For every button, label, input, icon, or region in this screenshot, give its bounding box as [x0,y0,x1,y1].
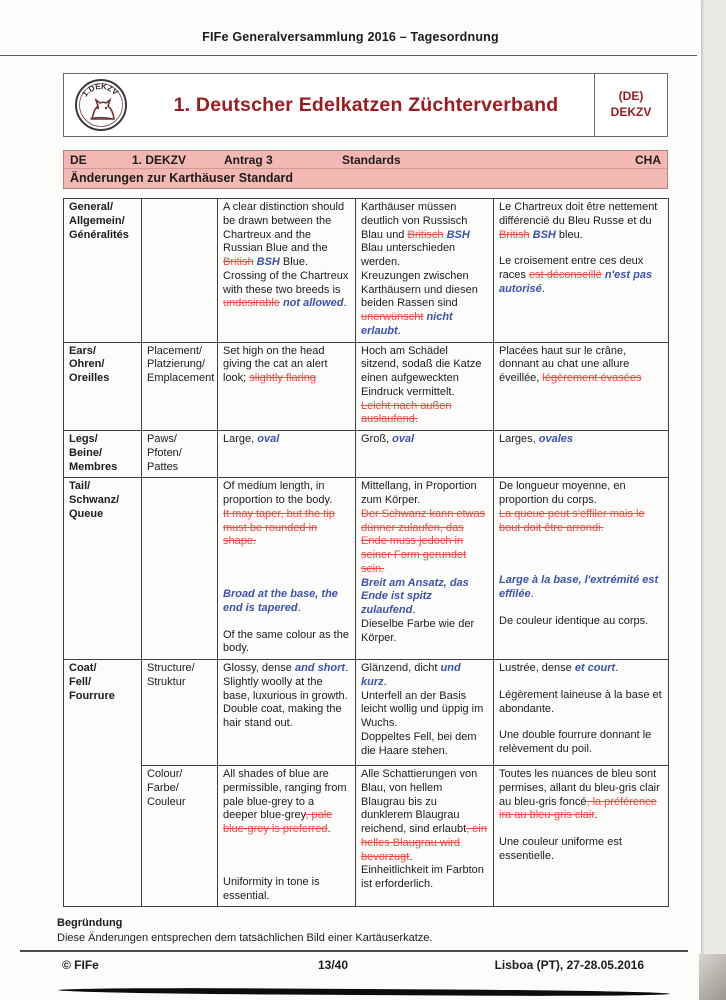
table-row-legs [64,431,669,478]
cell-french: Lustrée, dense et court. Légèrement laineuse à la base et abondante. Une double fourrure donnant le relèvement du poil. [494,660,669,766]
footer-location-date: Lisboa (PT), 27-28.05.2016 [494,958,644,972]
cell-english: Set high on the head giving the cat an alert look; slightly flaring [218,342,356,431]
scanner-artifact-line [58,987,670,997]
cell-french: Toutes les nuances de bleu sont permises, allant du bleu-gris clair au bleu-gris foncé, la préférence ira au bleu-gris clair. Une couleur uniforme est essentielle. [494,766,669,907]
reason-section [57,916,668,946]
cell-french: Le Chartreux doit être nettement différencié du Bleu Russe et du British BSH bleu. Le croisement entre ces deux races est déconseillé n'est pas autorisé. [494,199,669,343]
cell-german: Mittellang, in Proportion zum Körper. Der Schwanz kann etwas dünner zulaufen, das Ende muss jedoch in seiner Form gerundet sein. Breit am Ansatz, das Ende ist spitz zulaufend. Dieselbe Farbe wie der Körper. [356,478,494,660]
motion-meta-row [64,151,667,169]
cell-german: Alle Schattierungen von Blau, von hellem Blaugrau bis zu dunklerem Blaugrau reichend, sind erlaubt, ein helles Blaugrau wird bevorzugt. Einheitlichkeit im Farbton ist erforderlich. [356,766,494,907]
meta-motion-number: Antrag 3 [224,153,273,167]
cell-german: Groß, oval [356,431,494,478]
meta-breed-code: CHA [635,153,661,167]
club-name: 1. Deutscher Edelkatzen Züchterverband [173,93,559,116]
document-header-title: FIFe Generalversammlung 2016 – Tagesordnung [202,30,499,44]
table-row-tail [64,478,669,660]
standard-changes-table [63,198,669,907]
row-label: Ears/ Ohren/ Oreilles [64,342,142,431]
row-label: Legs/ Beine/ Membres [64,431,142,478]
club-logo [64,74,138,136]
reason-heading: Begründung [57,917,123,930]
footer-copyright: © FIFe [62,958,99,972]
row-sublabel [142,478,218,660]
club-country-code: (DE) [618,89,644,104]
scanner-artifact-corner [699,954,726,1000]
cell-french: Placées haut sur le crâne, donnant au chat une allure éveillée, légèrement évasées [494,342,669,431]
cell-french: Larges, ovales [494,431,669,478]
cell-english: Glossy, dense and short. Slightly woolly at the base, luxurious in growth. Double coat, making the hair stand out. [218,660,356,766]
footer-page-number: 13/40 [317,958,349,972]
table-row-general [64,199,669,343]
meta-country: DE [70,153,87,167]
row-sublabel: Paws/ Pfoten/ Pattes [142,431,218,478]
row-sublabel [142,199,218,343]
cell-english: Of medium length, in proportion to the body. It may taper, but the tip must be rounded in shape. Broad at the base, the end is tapered. Of the same colour as the body. [218,478,356,660]
table-row-coat-colour [64,766,669,907]
row-label: General/ Allgemein/ Généralités [64,199,142,343]
meta-category: Standards [342,153,401,167]
cat-club-emblem-icon [73,77,129,133]
table-row-ears [64,342,669,431]
page-footer [20,950,688,972]
cell-english: A clear distinction should be drawn between the Chartreux and the Russian Blue and the British BSH Blue. Crossing of the Chartreux with these two breeds is undesirable not allowed. [218,199,356,343]
header-divider [0,55,697,56]
svg-text:1.DEKZV: 1.DEKZV [80,81,120,99]
cell-french: De longueur moyenne, en proportion du corps. La queue peut s'effiler mais le bout doit être arrondi. Large à la base, l'extrémité est effilée. De couleur identique au corps. [494,478,669,660]
motion-meta-strip [63,150,668,189]
row-sublabel: Placement/ Platzierung/ Emplacement [142,342,218,431]
motion-subject: Änderungen zur Karthäuser Standard [70,171,293,185]
club-banner [63,73,668,137]
cell-german: Glänzend, dicht und kurz. Unterfell an der Basis leicht wollig und üppig im Wuchs. Doppeltes Fell, bei dem die Haare stehen. [356,660,494,766]
club-abbreviation: DEKZV [610,105,652,119]
reason-text: Diese Änderungen entsprechen dem tatsächlichen Bild einer Kartäuserkatze. [57,932,433,945]
table-row-coat-structure [64,660,669,766]
cell-english: All shades of blue are permissible, ranging from pale blue-grey to a deeper blue-grey, pale blue-grey is preferred. Uniformity in tone is essential. [218,766,356,907]
meta-club: 1. DEKZV [132,153,187,167]
club-code-box [594,74,667,136]
cell-english: Large, oval [218,431,356,478]
row-label: Tail/ Schwanz/ Queue [64,478,142,660]
cell-german: Karthäuser müssen deutlich von Russisch Blau und Britisch BSH Blau unterschieden werden. Kreuzungen zwischen Karthäusern und diesen beiden Rassen sind unerwünscht nicht erlaubt. [356,199,494,343]
cell-german: Hoch am Schädel sitzend, sodaß die Katze einen aufgeweckten Eindruck vermittelt. Leicht nach außen auslaufend. [356,342,494,431]
row-sublabel: Structure/ Struktur [142,660,218,766]
row-label: Coat/ Fell/ Fourrure [64,660,142,907]
row-sublabel: Colour/ Farbe/ Couleur [142,766,218,907]
